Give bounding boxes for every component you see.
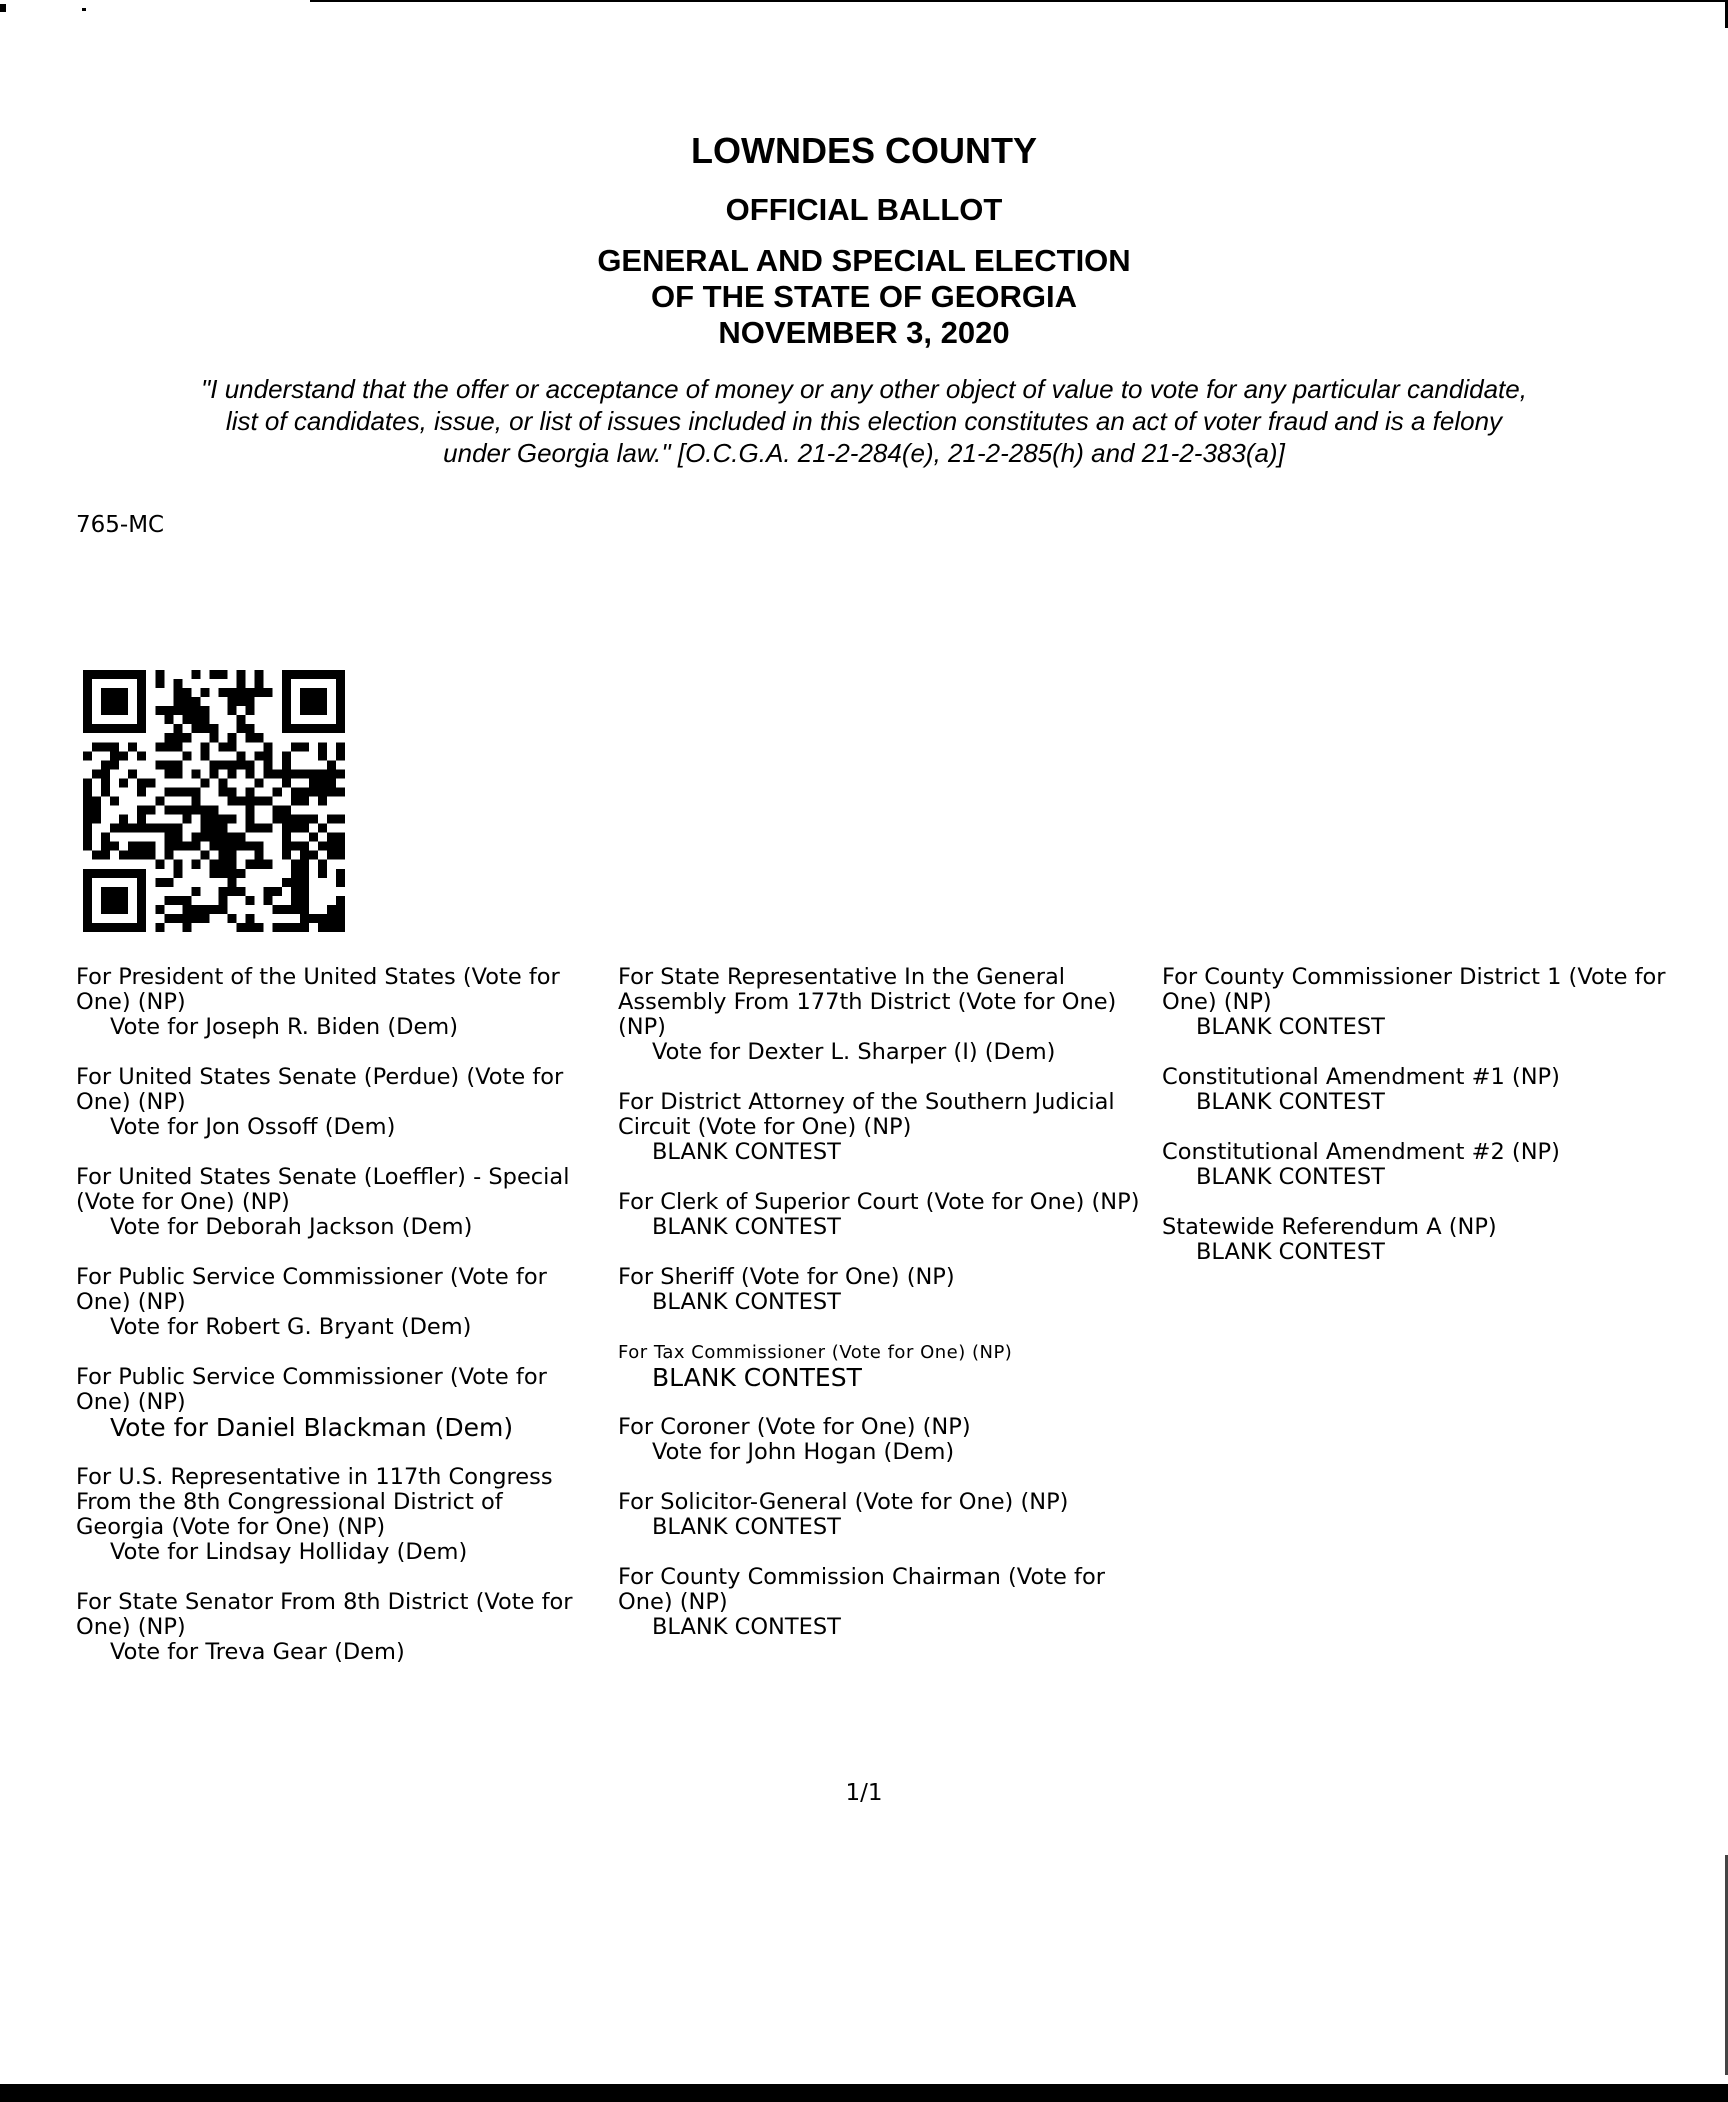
ballot-type: OFFICIAL BALLOT (725, 192, 1003, 227)
contest-title: Statewide Referendum A (NP) (1162, 1214, 1497, 1240)
contest-item (618, 1190, 1158, 1240)
contest-title: For Public Service Commissioner (Vote for One) (NP) (76, 1264, 547, 1315)
scan-artifact (82, 8, 86, 11)
contest-selection: BLANK CONTEST (1196, 1089, 1385, 1115)
contest-title: For United States Senate (Loeffler) - Special (Vote for One) (NP) (76, 1164, 570, 1215)
contest-selection: Vote for Treva Gear (Dem) (110, 1639, 405, 1665)
contest-title: For State Representative In the General Assembly From 177th District (Vote for One) (NP) (618, 964, 1117, 1040)
county-title: LOWNDES COUNTY (691, 130, 1037, 171)
contest-item (618, 1265, 1158, 1315)
ballot-style-code: 765-MC (76, 512, 165, 538)
contest-item (76, 1065, 596, 1140)
contest-title: Constitutional Amendment #1 (NP) (1162, 1064, 1560, 1090)
voter-fraud-oath (0, 373, 1728, 469)
contest-title: For Clerk of Superior Court (Vote for One) (NP) (618, 1189, 1140, 1215)
contest-selection: BLANK CONTEST (652, 1363, 862, 1392)
contest-title: For United States Senate (Perdue) (Vote for One) (NP) (76, 1064, 564, 1115)
contest-item (618, 965, 1158, 1065)
qr-code (76, 670, 352, 932)
contest-title: For State Senator From 8th District (Vote for One) (NP) (76, 1589, 573, 1640)
contest-item (76, 1265, 596, 1340)
contest-item (618, 1340, 1158, 1390)
contest-selection: BLANK CONTEST (652, 1514, 841, 1540)
contest-item (618, 1090, 1158, 1165)
contest-selection: Vote for Joseph R. Biden (Dem) (110, 1014, 458, 1040)
scan-border-top (310, 0, 1728, 2)
contest-selection: BLANK CONTEST (652, 1614, 841, 1640)
contest-item (1162, 1215, 1722, 1265)
contest-title: Constitutional Amendment #2 (NP) (1162, 1139, 1560, 1165)
page-number: 1/1 (845, 1780, 883, 1806)
contest-title: For Solicitor-General (Vote for One) (NP) (618, 1489, 1069, 1515)
oath-line-1: "I understand that the offer or acceptance of money or any other object of value to vote for any particular candidate, (201, 374, 1527, 404)
contest-selection: Vote for Robert G. Bryant (Dem) (110, 1314, 472, 1340)
contest-title: For Coroner (Vote for One) (NP) (618, 1414, 971, 1440)
contest-column-3 (1162, 965, 1722, 1290)
election-heading (0, 243, 1728, 351)
contest-title: For County Commissioner District 1 (Vote for One) (NP) (1162, 965, 1666, 1015)
contest-item (76, 1590, 596, 1665)
contest-selection: BLANK CONTEST (652, 1289, 841, 1315)
contest-selection: BLANK CONTEST (1196, 1239, 1385, 1265)
contest-item (1162, 965, 1722, 1040)
contest-item (618, 1490, 1158, 1540)
contest-selection: Vote for Dexter L. Sharper (I) (Dem) (652, 1039, 1056, 1065)
contest-selection: Vote for Lindsay Holliday (Dem) (110, 1539, 468, 1565)
contest-selection: BLANK CONTEST (652, 1139, 841, 1165)
contest-selection: BLANK CONTEST (1196, 1164, 1385, 1190)
contest-item (1162, 1065, 1722, 1115)
oath-line-3: under Georgia law." [O.C.G.A. 21-2-284(e), 21-2-285(h) and 21-2-383(a)] (443, 438, 1285, 468)
contest-title: For County Commission Chairman (Vote for One) (NP) (618, 1564, 1105, 1615)
contest-item (76, 1365, 596, 1440)
contest-column-2 (618, 965, 1158, 1665)
contest-title: For U.S. Representative in 117th Congress From the 8th Congressional District of Georgia (Vote for One) (NP) (76, 1464, 553, 1540)
contest-selection: Vote for Jon Ossoff (Dem) (110, 1114, 396, 1140)
scan-border-bottom (0, 2084, 1728, 2102)
contest-title: For Sheriff (Vote for One) (NP) (618, 1264, 955, 1290)
contest-selection: BLANK CONTEST (1196, 1014, 1385, 1040)
contest-selection: Vote for John Hogan (Dem) (652, 1439, 955, 1465)
contest-selection: Vote for Deborah Jackson (Dem) (110, 1214, 473, 1240)
contest-column-1 (76, 965, 596, 1690)
contest-selection: Vote for Daniel Blackman (Dem) (110, 1413, 514, 1442)
oath-line-2: list of candidates, issue, or list of issues included in this election constitutes an act of voter fraud and is a felony (225, 406, 1503, 436)
contest-selection: BLANK CONTEST (652, 1214, 841, 1240)
contest-title: For District Attorney of the Southern Judicial Circuit (Vote for One) (NP) (618, 1089, 1115, 1140)
contest-item (76, 1165, 596, 1240)
election-date: NOVEMBER 3, 2020 (718, 315, 1010, 350)
contest-item (618, 1565, 1158, 1640)
contest-title: For President of the United States (Vote for One) (NP) (76, 964, 560, 1015)
election-line-1: GENERAL AND SPECIAL ELECTION (597, 243, 1131, 278)
contest-item (76, 1465, 596, 1565)
contest-item (76, 965, 596, 1040)
election-line-2: OF THE STATE OF GEORGIA (651, 279, 1077, 314)
contest-title: For Tax Commissioner (Vote for One) (NP) (618, 1342, 1013, 1363)
scan-artifact (0, 4, 6, 12)
contest-item (618, 1415, 1158, 1465)
contest-item (1162, 1140, 1722, 1190)
contest-title: For Public Service Commissioner (Vote for One) (NP) (76, 1364, 547, 1415)
